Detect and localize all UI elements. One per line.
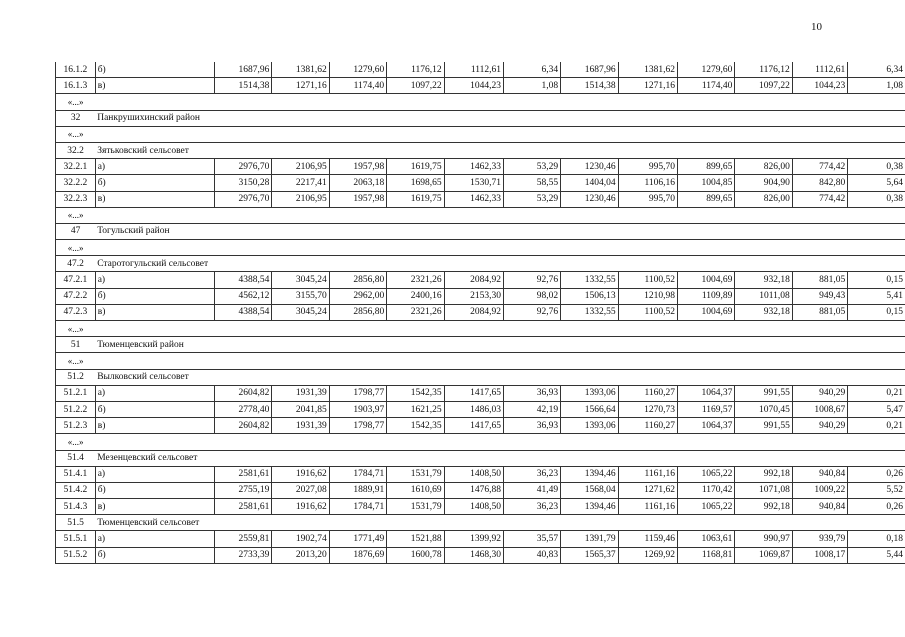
row-code: 32.2.1 — [56, 159, 96, 175]
value-cell: 53,29 — [503, 191, 560, 207]
value-cell: 1566,64 — [561, 401, 618, 417]
value-cell: 5,64 — [848, 175, 905, 191]
row-code: 47 — [56, 223, 96, 239]
value-cell: 1004,69 — [677, 304, 734, 320]
value-cell: 1619,75 — [387, 159, 444, 175]
value-cell: 1271,16 — [272, 78, 329, 94]
row-label: а) — [95, 272, 214, 288]
row-code: 51.4.3 — [56, 499, 96, 515]
row-code: «...» — [56, 126, 96, 142]
value-cell: 1332,55 — [561, 272, 618, 288]
value-cell: 1381,62 — [618, 62, 677, 78]
value-cell: 1161,16 — [618, 499, 677, 515]
value-cell: 940,29 — [792, 385, 847, 401]
value-cell: 1174,40 — [329, 78, 386, 94]
ellipsis-spacer — [95, 321, 905, 337]
row-label: б) — [95, 175, 214, 191]
value-cell: 826,00 — [735, 159, 792, 175]
value-cell: 1271,16 — [618, 78, 677, 94]
value-cell: 92,76 — [503, 304, 560, 320]
value-cell: 2962,00 — [329, 288, 386, 304]
value-cell: 1399,92 — [444, 531, 503, 547]
table-row — [56, 418, 905, 434]
value-cell: 1394,46 — [561, 466, 618, 482]
row-code: 47.2.1 — [56, 272, 96, 288]
row-code: 51.2.1 — [56, 385, 96, 401]
row-label: б) — [95, 547, 214, 563]
value-cell: 0,26 — [848, 499, 905, 515]
row-code: 32.2.2 — [56, 175, 96, 191]
value-cell: 842,80 — [792, 175, 847, 191]
value-cell: 1112,61 — [444, 62, 503, 78]
value-cell: 35,57 — [503, 531, 560, 547]
row-label: в) — [95, 499, 214, 515]
value-cell: 0,21 — [848, 418, 905, 434]
value-cell: 1004,69 — [677, 272, 734, 288]
table-row — [56, 531, 905, 547]
value-cell: 1176,12 — [387, 62, 444, 78]
value-cell: 1044,23 — [792, 78, 847, 94]
value-cell: 1064,37 — [677, 418, 734, 434]
value-cell: 1903,97 — [329, 401, 386, 417]
table-row — [56, 466, 905, 482]
value-cell: 1168,81 — [677, 547, 734, 563]
value-cell: 4562,12 — [214, 288, 271, 304]
value-cell: 58,55 — [503, 175, 560, 191]
value-cell: 5,52 — [848, 482, 905, 498]
value-cell: 1610,69 — [387, 482, 444, 498]
value-cell: 940,29 — [792, 418, 847, 434]
row-code: 51.5.2 — [56, 547, 96, 563]
value-cell: 1269,92 — [618, 547, 677, 563]
row-label: в) — [95, 304, 214, 320]
value-cell: 40,83 — [503, 547, 560, 563]
value-cell: 1542,35 — [387, 385, 444, 401]
row-label: а) — [95, 385, 214, 401]
value-cell: 1279,60 — [329, 62, 386, 78]
value-cell: 2400,16 — [387, 288, 444, 304]
row-label: б) — [95, 62, 214, 78]
value-cell: 1097,22 — [735, 78, 792, 94]
section-heading-row — [56, 515, 905, 531]
value-cell: 1514,38 — [214, 78, 271, 94]
value-cell: 899,65 — [677, 159, 734, 175]
value-cell: 1531,79 — [387, 466, 444, 482]
row-label: а) — [95, 531, 214, 547]
value-cell: 826,00 — [735, 191, 792, 207]
value-cell: 1071,08 — [735, 482, 792, 498]
value-cell: 2084,92 — [444, 304, 503, 320]
value-cell: 1404,04 — [561, 175, 618, 191]
value-cell: 1876,69 — [329, 547, 386, 563]
value-cell: 2581,61 — [214, 499, 271, 515]
value-cell: 881,05 — [792, 304, 847, 320]
section-heading: Старотогульский сельсовет — [95, 256, 905, 272]
row-label: а) — [95, 466, 214, 482]
value-cell: 1957,98 — [329, 191, 386, 207]
row-code: 51.2 — [56, 369, 96, 385]
value-cell: 2976,70 — [214, 159, 271, 175]
value-cell: 2581,61 — [214, 466, 271, 482]
section-heading-row — [56, 369, 905, 385]
value-cell: 991,55 — [735, 418, 792, 434]
row-code: 32.2 — [56, 142, 96, 158]
table-row — [56, 401, 905, 417]
value-cell: 1381,62 — [272, 62, 329, 78]
value-cell: 939,79 — [792, 531, 847, 547]
value-cell: 2604,82 — [214, 385, 271, 401]
row-code: 16.1.3 — [56, 78, 96, 94]
value-cell: 3045,24 — [272, 304, 329, 320]
ellipsis-row — [56, 126, 905, 142]
value-cell: 1176,12 — [735, 62, 792, 78]
page-number: 10 — [811, 21, 822, 33]
section-heading: Зятьковский сельсовет — [95, 142, 905, 158]
value-cell: 904,90 — [735, 175, 792, 191]
value-cell: 1931,39 — [272, 418, 329, 434]
value-cell: 1565,37 — [561, 547, 618, 563]
row-code: «...» — [56, 434, 96, 450]
value-cell: 1271,62 — [618, 482, 677, 498]
value-cell: 2778,40 — [214, 401, 271, 417]
value-cell: 2106,95 — [272, 191, 329, 207]
value-cell: 2321,26 — [387, 272, 444, 288]
ellipsis-row — [56, 321, 905, 337]
value-cell: 774,42 — [792, 191, 847, 207]
ellipsis-spacer — [95, 94, 905, 110]
value-cell: 1064,37 — [677, 385, 734, 401]
value-cell: 1798,77 — [329, 418, 386, 434]
value-cell: 1394,46 — [561, 499, 618, 515]
value-cell: 1514,38 — [561, 78, 618, 94]
value-cell: 1957,98 — [329, 159, 386, 175]
ellipsis-row — [56, 94, 905, 110]
ellipsis-spacer — [95, 434, 905, 450]
value-cell: 1476,88 — [444, 482, 503, 498]
value-cell: 1160,27 — [618, 385, 677, 401]
value-cell: 1771,49 — [329, 531, 386, 547]
value-cell: 0,18 — [848, 531, 905, 547]
row-code: 47.2.2 — [56, 288, 96, 304]
value-cell: 1687,96 — [561, 62, 618, 78]
value-cell: 1530,71 — [444, 175, 503, 191]
value-cell: 992,18 — [735, 466, 792, 482]
value-cell: 932,18 — [735, 272, 792, 288]
value-cell: 2559,81 — [214, 531, 271, 547]
value-cell: 1542,35 — [387, 418, 444, 434]
value-cell: 3155,70 — [272, 288, 329, 304]
value-cell: 4388,54 — [214, 304, 271, 320]
row-code: 51.4 — [56, 450, 96, 466]
value-cell: 2733,39 — [214, 547, 271, 563]
value-cell: 1408,50 — [444, 466, 503, 482]
value-cell: 1170,42 — [677, 482, 734, 498]
value-cell: 1044,23 — [444, 78, 503, 94]
table-row — [56, 78, 905, 94]
row-code: 51.5 — [56, 515, 96, 531]
table-row — [56, 385, 905, 401]
value-cell: 1279,60 — [677, 62, 734, 78]
row-label: в) — [95, 78, 214, 94]
value-cell: 1798,77 — [329, 385, 386, 401]
value-cell: 1004,85 — [677, 175, 734, 191]
tariff-table — [55, 62, 905, 564]
ellipsis-row — [56, 207, 905, 223]
value-cell: 1393,06 — [561, 418, 618, 434]
value-cell: 5,47 — [848, 401, 905, 417]
value-cell: 940,84 — [792, 466, 847, 482]
section-heading: Тюменцевский район — [95, 337, 905, 353]
value-cell: 1009,22 — [792, 482, 847, 498]
value-cell: 1916,62 — [272, 499, 329, 515]
value-cell: 1161,16 — [618, 466, 677, 482]
value-cell: 1784,71 — [329, 499, 386, 515]
value-cell: 1011,08 — [735, 288, 792, 304]
row-label: б) — [95, 482, 214, 498]
value-cell: 1687,96 — [214, 62, 271, 78]
row-code: 47.2 — [56, 256, 96, 272]
value-cell: 1008,67 — [792, 401, 847, 417]
value-cell: 1408,50 — [444, 499, 503, 515]
value-cell: 92,76 — [503, 272, 560, 288]
row-code: «...» — [56, 353, 96, 369]
section-heading: Тогульский район — [95, 223, 905, 239]
value-cell: 1621,25 — [387, 401, 444, 417]
value-cell: 36,23 — [503, 466, 560, 482]
row-code: 32 — [56, 110, 96, 126]
value-cell: 932,18 — [735, 304, 792, 320]
value-cell: 2084,92 — [444, 272, 503, 288]
row-label: а) — [95, 159, 214, 175]
ellipsis-row — [56, 434, 905, 450]
value-cell: 991,55 — [735, 385, 792, 401]
section-heading: Вылковский сельсовет — [95, 369, 905, 385]
value-cell: 899,65 — [677, 191, 734, 207]
section-heading: Тюменцевский сельсовет — [95, 515, 905, 531]
table-row — [56, 62, 905, 78]
value-cell: 992,18 — [735, 499, 792, 515]
row-code: «...» — [56, 321, 96, 337]
value-cell: 1462,33 — [444, 191, 503, 207]
value-cell: 1230,46 — [561, 159, 618, 175]
value-cell: 2063,18 — [329, 175, 386, 191]
value-cell: 1889,91 — [329, 482, 386, 498]
value-cell: 36,93 — [503, 418, 560, 434]
table-row — [56, 159, 905, 175]
row-label: б) — [95, 401, 214, 417]
value-cell: 1417,65 — [444, 418, 503, 434]
value-cell: 1902,74 — [272, 531, 329, 547]
row-code: «...» — [56, 240, 96, 256]
value-cell: 2976,70 — [214, 191, 271, 207]
ellipsis-spacer — [95, 240, 905, 256]
value-cell: 1531,79 — [387, 499, 444, 515]
value-cell: 1008,17 — [792, 547, 847, 563]
value-cell: 41,49 — [503, 482, 560, 498]
value-cell: 1174,40 — [677, 78, 734, 94]
value-cell: 2321,26 — [387, 304, 444, 320]
value-cell: 0,15 — [848, 304, 905, 320]
value-cell: 1393,06 — [561, 385, 618, 401]
value-cell: 1230,46 — [561, 191, 618, 207]
table-row — [56, 547, 905, 563]
value-cell: 1106,16 — [618, 175, 677, 191]
value-cell: 2106,95 — [272, 159, 329, 175]
value-cell: 1063,61 — [677, 531, 734, 547]
value-cell: 995,70 — [618, 159, 677, 175]
value-cell: 1070,45 — [735, 401, 792, 417]
value-cell: 1619,75 — [387, 191, 444, 207]
section-heading-row — [56, 450, 905, 466]
row-code: 51.2.3 — [56, 418, 96, 434]
section-heading: Мезенцевский сельсовет — [95, 450, 905, 466]
value-cell: 1521,88 — [387, 531, 444, 547]
value-cell: 1169,57 — [677, 401, 734, 417]
value-cell: 0,38 — [848, 159, 905, 175]
value-cell: 3045,24 — [272, 272, 329, 288]
value-cell: 5,41 — [848, 288, 905, 304]
value-cell: 1600,78 — [387, 547, 444, 563]
table-row — [56, 304, 905, 320]
ellipsis-row — [56, 240, 905, 256]
value-cell: 1,08 — [503, 78, 560, 94]
value-cell: 2856,80 — [329, 304, 386, 320]
value-cell: 42,19 — [503, 401, 560, 417]
value-cell: 6,34 — [848, 62, 905, 78]
value-cell: 1391,79 — [561, 531, 618, 547]
value-cell: 1468,30 — [444, 547, 503, 563]
value-cell: 1065,22 — [677, 466, 734, 482]
row-code: 51.4.1 — [56, 466, 96, 482]
value-cell: 1159,46 — [618, 531, 677, 547]
value-cell: 1568,04 — [561, 482, 618, 498]
value-cell: 1506,13 — [561, 288, 618, 304]
value-cell: 2027,08 — [272, 482, 329, 498]
value-cell: 1100,52 — [618, 272, 677, 288]
row-code: «...» — [56, 207, 96, 223]
value-cell: 36,93 — [503, 385, 560, 401]
section-heading-row — [56, 223, 905, 239]
value-cell: 0,15 — [848, 272, 905, 288]
value-cell: 1462,33 — [444, 159, 503, 175]
section-heading-row — [56, 110, 905, 126]
value-cell: 53,29 — [503, 159, 560, 175]
value-cell: 1486,03 — [444, 401, 503, 417]
value-cell: 1931,39 — [272, 385, 329, 401]
value-cell: 2856,80 — [329, 272, 386, 288]
value-cell: 2013,20 — [272, 547, 329, 563]
value-cell: 1112,61 — [792, 62, 847, 78]
value-cell: 2217,41 — [272, 175, 329, 191]
value-cell: 1,08 — [848, 78, 905, 94]
value-cell: 2153,30 — [444, 288, 503, 304]
value-cell: 4388,54 — [214, 272, 271, 288]
value-cell: 1100,52 — [618, 304, 677, 320]
value-cell: 2041,85 — [272, 401, 329, 417]
row-code: 32.2.3 — [56, 191, 96, 207]
value-cell: 949,43 — [792, 288, 847, 304]
value-cell: 1109,89 — [677, 288, 734, 304]
ellipsis-spacer — [95, 207, 905, 223]
ellipsis-row — [56, 353, 905, 369]
value-cell: 1332,55 — [561, 304, 618, 320]
row-code: 51 — [56, 337, 96, 353]
value-cell: 1210,98 — [618, 288, 677, 304]
value-cell: 1160,27 — [618, 418, 677, 434]
section-heading-row — [56, 256, 905, 272]
value-cell: 0,21 — [848, 385, 905, 401]
table-row — [56, 288, 905, 304]
value-cell: 1784,71 — [329, 466, 386, 482]
value-cell: 0,38 — [848, 191, 905, 207]
value-cell: 995,70 — [618, 191, 677, 207]
value-cell: 940,84 — [792, 499, 847, 515]
table-row — [56, 191, 905, 207]
value-cell: 1270,73 — [618, 401, 677, 417]
row-label: в) — [95, 418, 214, 434]
value-cell: 5,44 — [848, 547, 905, 563]
value-cell: 0,26 — [848, 466, 905, 482]
value-cell: 881,05 — [792, 272, 847, 288]
value-cell: 98,02 — [503, 288, 560, 304]
table-row — [56, 482, 905, 498]
value-cell: 1097,22 — [387, 78, 444, 94]
row-code: 16.1.2 — [56, 62, 96, 78]
value-cell: 774,42 — [792, 159, 847, 175]
row-code: 47.2.3 — [56, 304, 96, 320]
table-row — [56, 272, 905, 288]
section-heading-row — [56, 142, 905, 158]
value-cell: 2604,82 — [214, 418, 271, 434]
value-cell: 1417,65 — [444, 385, 503, 401]
ellipsis-spacer — [95, 126, 905, 142]
table-body — [56, 62, 905, 563]
section-heading-row — [56, 337, 905, 353]
table-row — [56, 499, 905, 515]
row-code: 51.4.2 — [56, 482, 96, 498]
row-code: 51.2.2 — [56, 401, 96, 417]
row-code: «...» — [56, 94, 96, 110]
value-cell: 2755,19 — [214, 482, 271, 498]
value-cell: 1069,87 — [735, 547, 792, 563]
section-heading: Панкрушихинский район — [95, 110, 905, 126]
row-label: б) — [95, 288, 214, 304]
row-code: 51.5.1 — [56, 531, 96, 547]
value-cell: 3150,28 — [214, 175, 271, 191]
value-cell: 6,34 — [503, 62, 560, 78]
value-cell: 1698,65 — [387, 175, 444, 191]
value-cell: 1065,22 — [677, 499, 734, 515]
row-label: в) — [95, 191, 214, 207]
value-cell: 1916,62 — [272, 466, 329, 482]
table-row — [56, 175, 905, 191]
value-cell: 36,23 — [503, 499, 560, 515]
value-cell: 990,97 — [735, 531, 792, 547]
ellipsis-spacer — [95, 353, 905, 369]
